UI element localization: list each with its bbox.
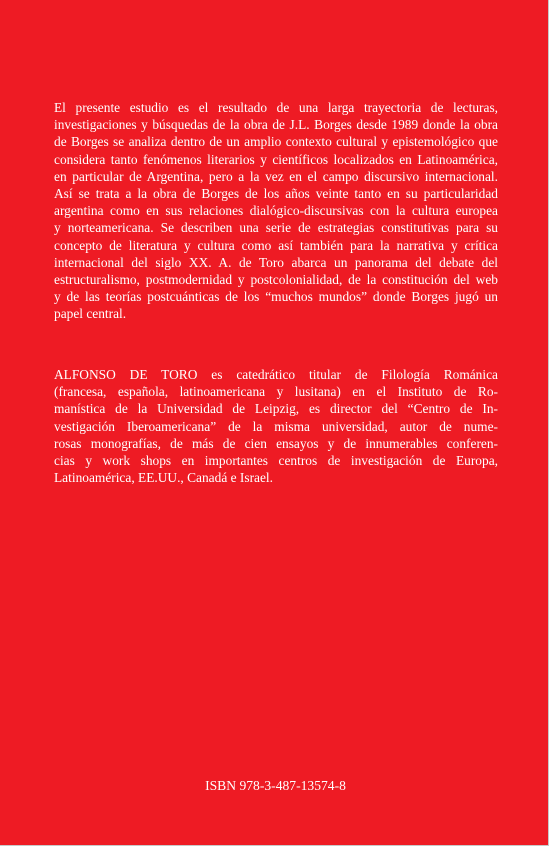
- isbn-number: ISBN 978-3-487-13574-8: [205, 778, 346, 793]
- description-line: argentina como en sus relaciones dialógico-discursivas con la cultura europea: [54, 203, 498, 219]
- book-description-paragraph: [54, 99, 498, 323]
- description-line: El presente estudio es el resultado de una larga trayectoria de lecturas,: [54, 100, 498, 115]
- description-line: internacional del siglo XX. A. de Toro abarca un panorama del debate del: [54, 254, 498, 270]
- bio-line: vestigación Iberoamericana” de la misma universidad, autor de nume-: [54, 418, 498, 434]
- bio-line: ALFONSO DE TORO es catedrático titular de Filología Románica: [54, 367, 498, 382]
- bio-line: Latinoamérica, EE.UU., Canadá e Israel.: [54, 470, 273, 486]
- bio-line: (francesa, española, latinoamericana y lusitana) en el Instituto de Ro-: [54, 384, 498, 400]
- description-line: Así se trata a la obra de Borges de los años veinte tanto en su particularidad: [54, 186, 498, 202]
- description-line: investigaciones y búsquedas de la obra de J.L. Borges desde 1989 donde la obra: [54, 117, 498, 133]
- bio-line: rosas monografías, de más de cien ensayos y de innumerables conferen-: [54, 435, 498, 451]
- bio-line: cias y work shops en importantes centros de investigación de Europa,: [54, 453, 498, 469]
- description-line: estructuralismo, postmodernidad y postcolonialidad, de la constitución del web: [54, 272, 498, 288]
- description-line: de Borges se analiza dentro de un amplio contexto cultural y epistemológico que: [54, 134, 498, 150]
- author-bio-paragraph: [54, 366, 498, 486]
- description-line: considera tanto fenómenos literarios y científicos localizados en Latinoamérica,: [54, 151, 498, 167]
- description-line: y de las teorías postcuánticas de los “muchos mundos” donde Borges jugó un: [54, 289, 498, 305]
- description-line: en particular de Argentina, pero a la vez en el campo discursivo internacional.: [54, 168, 498, 184]
- description-line: concepto de literatura y cultura como así también para la narrativa y crítica: [54, 237, 498, 253]
- description-line: papel central.: [54, 306, 127, 322]
- bio-line: manística de la Universidad de Leipzig, es director del “Centro de In-: [54, 401, 498, 417]
- description-line: y norteamericana. Se describen una serie de estrategias constitutivas para su: [54, 220, 498, 236]
